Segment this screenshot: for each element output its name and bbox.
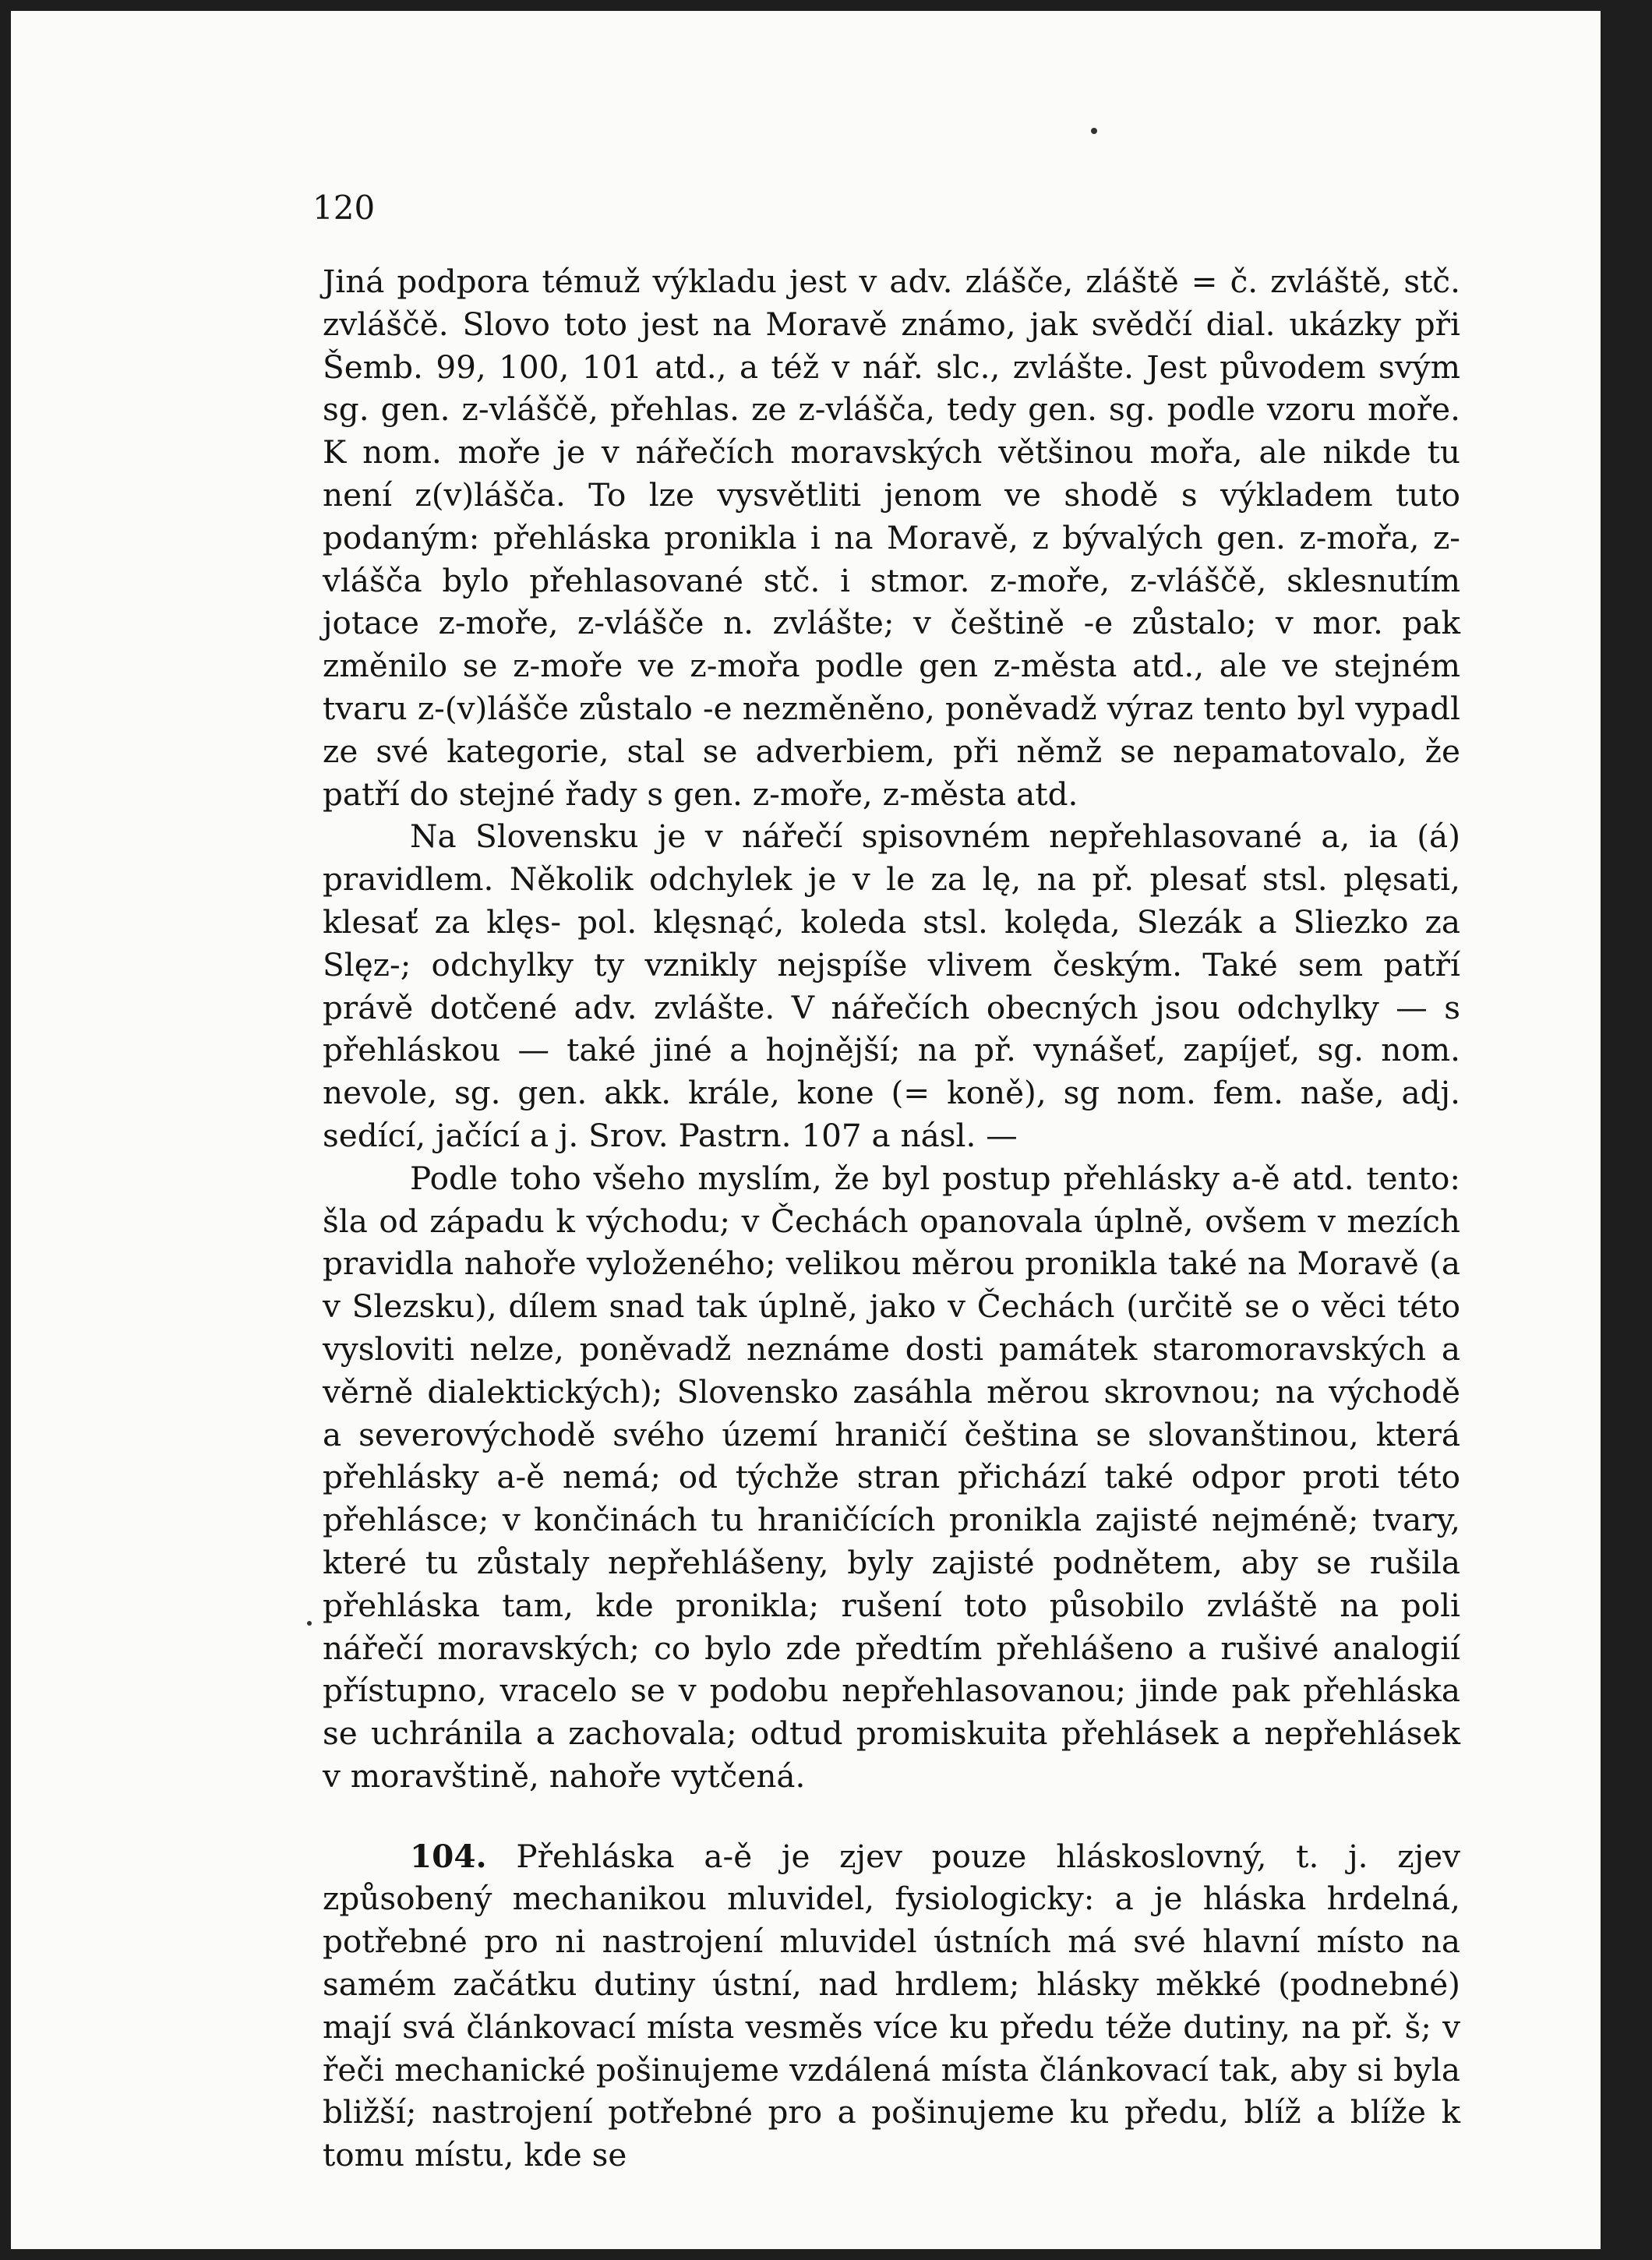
page-number: 120 — [312, 189, 376, 227]
section-paragraph — [323, 1835, 1460, 2177]
paragraph: Jiná podpora témuž výkladu jest v adv. zlášče, zláště = č. zvláště, stč. zvláščě. Slovo toto jest na Moravě známo, jak svědčí dial. ukázky při Šemb. 99, 100, 101 atd., a též v nář. slc., zvlášte. Jest původem svým sg. gen. z-vláščě, přehlas. ze z-vlášča, tedy gen. sg. podle vzoru moře. K nom. moře je v nářečích moravských většinou mořa, ale nikde tu není z(v)lášča. To lze vysvětliti jenom ve shodě s výkladem tuto podaným: přehláska pronikla i na Moravě, z bývalých gen. z-mořa, z-vlášča bylo přehlasované stč. i stmor. z-moře, z-vláščě, sklesnutím jotace z-moře, z-vlášče n. zvlášte; v češtině -e zůstalo; v mor. pak změnilo se z-moře ve z-mořa podle gen z-města atd., ale ve stejném tvaru z-(v)lášče zůstalo -e nezměněno, poněvadž výraz tento byl vypadl ze své kategorie, stal se adverbiem, při němž se nepamatovalo, že patří do stejné řady s gen. z-moře, z-města atd. — [323, 263, 1460, 813]
print-speck — [1091, 128, 1097, 134]
section-number: 104. — [410, 1837, 487, 1875]
book-page — [11, 11, 1601, 2249]
section-text: Přehláska a-ě je zjev pouze hláskoslovný, t. j. zjev způsobený mechanikou mluvidel, fysiologicky: a je hláska hrdelná, potřebné pro ni nastrojení mluvidel ústních má své hlavní místo na samém začátku dutiny ústní, nad hrdlem; hlásky měkké (podnebné) mají svá článkovací místa vesměs více ku předu téže dutiny, na př. š; v řeči mechanické pošinujeme vzdálená místa článkovací tak, aby si byla bližší; nastrojení potřebné pro a pošinujeme ku předu, blíž a blíže k tomu místu, kde se — [323, 1837, 1460, 2174]
paragraph: Na Slovensku je v nářečí spisovném nepřehlasované a, ia (á) pravidlem. Několik odchylek je v le za lę, na př. plesať stsl. plęsati, klesať za klęs- pol. klęsnąć, koleda stsl. kolęda, Slezák a Sliezko za Slęz-; odchylky ty vznikly nejspíše vlivem českým. Také sem patří právě dotčené adv. zvlášte. V nářečích obecných jsou odchylky — s přehláskou — také jiné a hojnější; na př. vynášeť, zapíjeť, sg. nom. nevole, sg. gen. akk. krále, kone (= koně), sg nom. fem. naše, adj. sedící, jačící a j. Srov. Pastrn. 107 a násl. — — [323, 817, 1460, 1154]
print-speck — [307, 1621, 312, 1626]
paragraph: Podle toho všeho myslím, že byl postup přehlásky a-ě atd. tento: šla od západu k východu; v Čechách opanovala úplně, ovšem v mezích pravidla nahoře vyloženého; velikou měrou pronikla také na Moravě (a v Slezsku), dílem snad tak úplně, jako v Čechách (určitě se o věci této vysloviti nelze, poněvadž neznáme dosti památek staromoravských a věrně dialektických); Slovensko zasáhla měrou skrovnou; na východě a severovýchodě svého území hraničí čeština se slovanštinou, která přehlásky a-ě nemá; od týchže stran přichází také odpor proti této přehlásce; v končinách tu hraničících pronikla zajisté nejméně; tvary, které tu zůstaly nepřehlášeny, byly zajisté podnětem, aby se rušila přehláska tam, kde pronikla; rušení toto působilo zvláště na poli nářečí moravských; co bylo zde předtím přehlášeno a rušivé analogií přístupno, vracelo se v podobu nepřehlasovanou; jinde pak přehláska se uchránila a zachovala; odtud promiskuita přehlásek a nepřehlásek v moravštině, nahoře vytčená. — [323, 1159, 1460, 1795]
body-text — [323, 260, 1460, 2177]
